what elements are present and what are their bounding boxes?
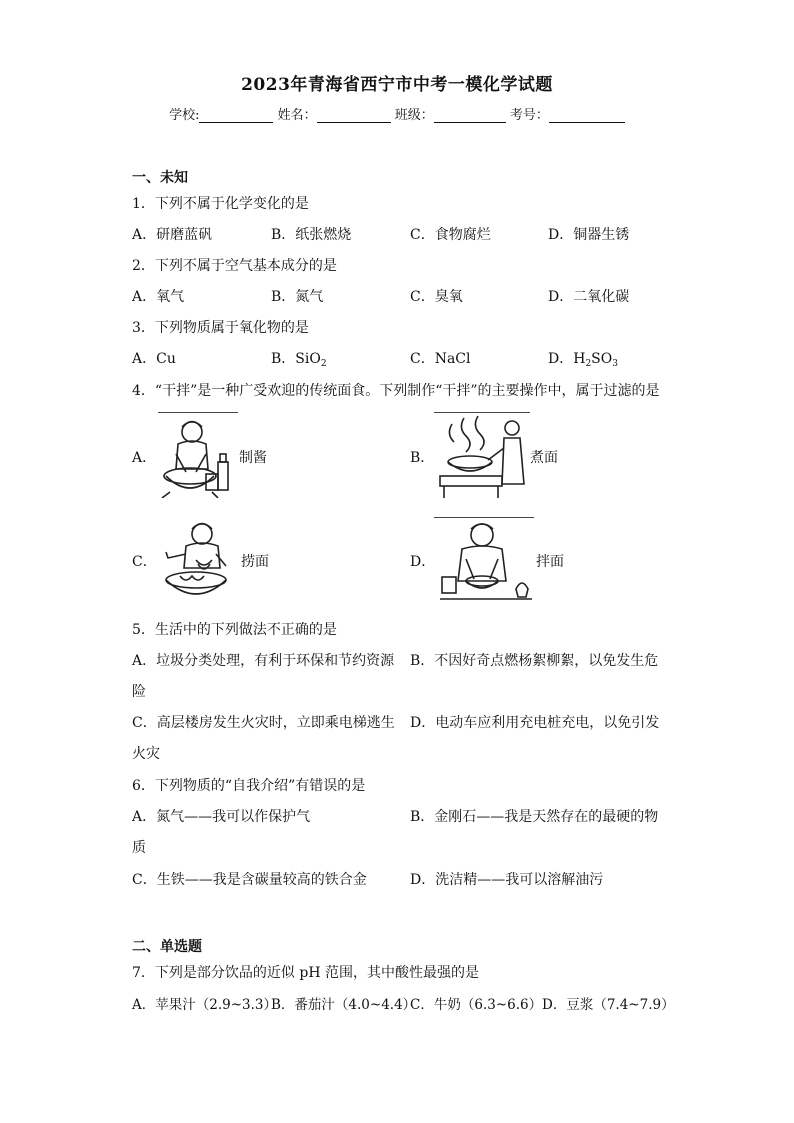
image-border-line xyxy=(434,412,530,413)
class-label: 班级： xyxy=(394,108,434,123)
cook-scooping-noodles-illustration xyxy=(156,518,240,604)
name-label: 姓名： xyxy=(277,108,317,123)
class-blank[interactable] xyxy=(434,110,506,123)
q3-option-d-subscript-2: 3 xyxy=(612,359,618,369)
exam-no-blank[interactable] xyxy=(549,110,625,123)
section-heading-unknown: 一、未知 xyxy=(132,170,188,186)
q5-option-a[interactable]: A．垃圾分类处理，有利于环保和节约资源 xyxy=(132,653,395,669)
q4-option-a-label[interactable]: A． xyxy=(132,450,157,466)
q3-option-c[interactable]: C．NaCl xyxy=(410,351,471,367)
question-7-stem: 7．下列是部分饮品的近似 pH 范围，其中酸性最强的是 xyxy=(132,965,479,981)
q4-option-d-label[interactable]: D． xyxy=(410,554,436,570)
school-blank[interactable] xyxy=(199,110,273,123)
question-1-stem: 1．下列不属于化学变化的是 xyxy=(132,196,309,212)
q3-option-b-subscript: 2 xyxy=(320,359,327,369)
q4-option-a-text: 制酱 xyxy=(239,450,267,466)
q5-option-c[interactable]: C．高层楼房发生火灾时，立即乘电梯逃生 xyxy=(132,715,395,731)
cook-mixing-noodles-illustration xyxy=(436,519,536,603)
q5-option-d[interactable]: D．电动车应利用充电桩充电，以免引发 xyxy=(410,715,660,731)
q2-option-d[interactable]: D．二氧化碳 xyxy=(548,289,630,305)
exam-no-label: 考号： xyxy=(509,108,549,123)
q2-option-c[interactable]: C．臭氧 xyxy=(410,289,463,305)
exam-title: 2023年青海省西宁市中考一模化学试题 xyxy=(241,75,553,95)
q4-option-b-text: 煮面 xyxy=(530,450,558,466)
question-5-stem: 5．生活中的下列做法不正确的是 xyxy=(132,622,337,638)
q6-option-b[interactable]: B．金刚石——我是天然存在的最硬的物 xyxy=(410,809,659,825)
q4-option-c-text: 捞面 xyxy=(241,554,269,570)
question-3-stem: 3．下列物质属于氧化物的是 xyxy=(132,320,309,336)
q7-option-c[interactable]: C．牛奶（6.3~6.6） xyxy=(410,997,543,1013)
question-4-stem: 4．“干拌”是一种广受欢迎的传统面食。下列制作“干拌”的主要操作中，属于过滤的是 xyxy=(132,383,660,399)
q3-option-a[interactable]: A．Cu xyxy=(132,351,176,367)
q3-option-d[interactable] xyxy=(548,348,618,369)
question-2-stem: 2．下列不属于空气基本成分的是 xyxy=(132,258,337,274)
q4-option-b-label[interactable]: B． xyxy=(410,450,435,466)
school-label: 学校: xyxy=(169,108,200,123)
q6-option-d[interactable]: D．洗洁精——我可以溶解油污 xyxy=(410,872,604,888)
name-blank[interactable] xyxy=(317,110,391,123)
q3-option-d-text-2: SO xyxy=(591,351,613,367)
section-heading-single-choice: 二、单选题 xyxy=(132,939,202,955)
image-border-line xyxy=(434,517,534,518)
q6-option-a[interactable]: A．氮气——我可以作保护气 xyxy=(132,809,311,825)
q6-option-c[interactable]: C．生铁——我是含碳量较高的铁合金 xyxy=(132,872,367,888)
q5-option-b-continued: 险 xyxy=(132,684,146,700)
q7-option-d[interactable]: D．豆浆（7.4~7.9） xyxy=(542,997,675,1013)
cook-boiling-noodles-illustration xyxy=(436,414,530,498)
q1-option-a[interactable]: A．研磨蓝矾 xyxy=(132,227,213,243)
q5-option-d-continued: 火灾 xyxy=(132,746,160,762)
q6-option-b-continued: 质 xyxy=(132,840,146,856)
student-info-line xyxy=(0,104,794,123)
q1-option-d[interactable]: D．铜器生锈 xyxy=(548,227,630,243)
cook-making-sauce-illustration xyxy=(156,414,240,498)
q4-option-c-label[interactable]: C． xyxy=(132,554,157,570)
q4-option-d-text: 拌面 xyxy=(536,554,564,570)
image-border-line xyxy=(158,412,238,413)
q3-option-d-text: D．H xyxy=(548,351,586,367)
q3-option-b-text: B．SiO xyxy=(271,351,321,367)
question-6-stem: 6．下列物质的“自我介绍”有错误的是 xyxy=(132,778,366,794)
q3-option-d-subscript-1: 2 xyxy=(585,359,592,369)
q1-option-b[interactable]: B．纸张燃烧 xyxy=(271,227,352,243)
q3-option-b[interactable] xyxy=(271,348,327,369)
q7-option-a[interactable]: A．苹果汁（2.9~3.3） xyxy=(132,997,277,1013)
q7-option-b[interactable]: B．番茄汁（4.0~4.4） xyxy=(271,997,417,1013)
q1-option-c[interactable]: C．食物腐烂 xyxy=(410,227,491,243)
q2-option-a[interactable]: A．氧气 xyxy=(132,289,185,305)
q2-option-b[interactable]: B．氮气 xyxy=(271,289,324,305)
q5-option-b[interactable]: B．不因好奇点燃杨絮柳絮，以免发生危 xyxy=(410,653,659,669)
